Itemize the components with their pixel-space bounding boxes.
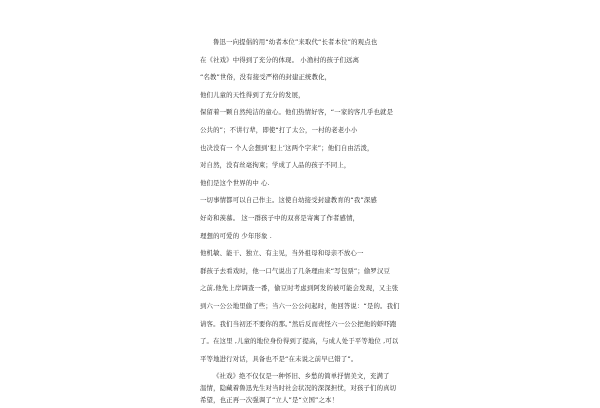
text-line-12: 理想的可爱的 少年形象 . bbox=[200, 231, 272, 240]
text-line-5: 保留着一颗自然纯洁的童心。他们热情好客，“一家的客几乎也就是 bbox=[200, 108, 394, 117]
text-line-9: 他们是这个世界的中 心. bbox=[200, 178, 270, 187]
text-line-1: 鲁迅一向提倡的用“幼者本位”来取代“长者本位”的观点也 bbox=[213, 38, 378, 46]
text-line-6: 公共的”；不讲行辈，即使“打了太公，一村的老老小小 bbox=[200, 125, 358, 134]
text-line-16: 到六一公公地里偷了些；当六一公公问起时，他回答说：“是的。我们 bbox=[200, 301, 400, 310]
text-line-3: “名教”世俗，没有接受严格的封建正统教化， bbox=[200, 73, 332, 82]
text-line-14: 群孩子去看戏时，他一口气说出了几条理由来“写包票”；偷罗汉豆 bbox=[200, 266, 391, 275]
text-line-20: 《社戏》绝不仅仅是一种怀旧、乡愁的简单抒情美文，充满了 bbox=[213, 372, 390, 381]
text-line-2: 在《社戏》中得到了充分的体现。 小渔村的孩子们远离 bbox=[200, 55, 360, 64]
text-line-7: 也决没有一 个人会想到‘犯上’这两个字来”；他们自由活泼， bbox=[200, 143, 374, 152]
text-line-10: 一切事情都可以自己作主。这使自幼接受封建教育的“我”深感 bbox=[200, 196, 377, 205]
text-line-4: 他们儿童的天性得到了充分的发展， bbox=[200, 90, 305, 99]
text-line-21: 温情，隐藏着鲁迅先生对当时社会状况的深深担忧，对孩子们的真切 bbox=[200, 384, 397, 393]
essay-text bbox=[200, 38, 410, 408]
text-line-15: 之前,他先上岸调查一番，偷豆时考虑到阿发的被可能会发现，又主张 bbox=[200, 284, 399, 293]
text-line-22: 希望，也正再一次强调了“立人”是“立国”之本！ bbox=[200, 396, 339, 405]
text-line-8: 对自然，没有丝毫拘束；学成了人品的孩子不同上， bbox=[200, 161, 351, 170]
text-line-17: 请客。我们当初还不要你的那。”然后反而责怪六一公公把他的虾吓跑 bbox=[200, 319, 397, 328]
text-line-19: 平等地进行对话，具备也不是“在未说之前早已错了”。 bbox=[200, 354, 358, 363]
text-line-13: 他机敏、能干、独立、有主见，当外祖母和母亲不放心一 bbox=[200, 249, 364, 258]
text-line-11: 好奇和羡慕。 这一群孩子中的双喜是寄寓了作者感情， bbox=[200, 213, 360, 222]
text-line-18: 了。在这里 ,儿童的地位身份得到了提高，与成人处于平等地位 ,可以 bbox=[200, 337, 399, 346]
